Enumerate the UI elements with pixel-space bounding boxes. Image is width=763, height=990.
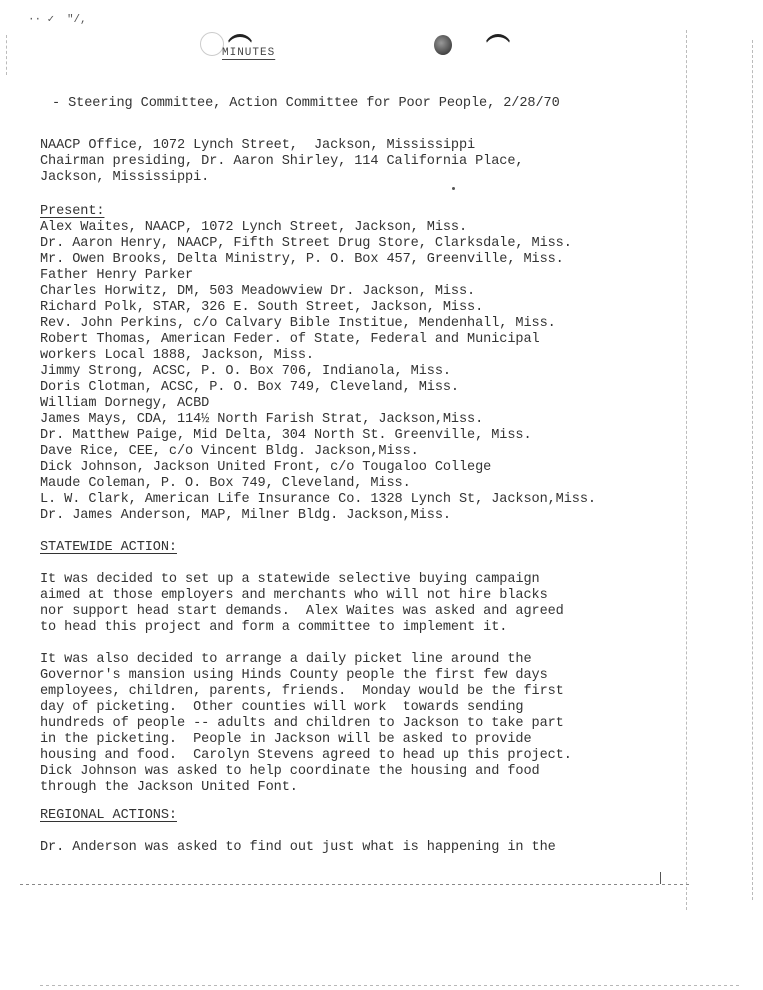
scan-speck	[660, 872, 661, 884]
corner-marks: ·· ✓ ʺ/,	[28, 14, 87, 26]
punch-arc-icon	[484, 34, 512, 63]
attendee-line: James Mays, CDA, 114½ North Farish Strat, Jackson,Miss.	[40, 412, 484, 427]
attendee-line: Robert Thomas, American Feder. of State, Federal and Municipal	[40, 332, 540, 347]
scan-margin-mark	[6, 35, 8, 75]
paragraph-line: through the Jackson United Font.	[40, 780, 298, 795]
paragraph-line: employees, children, parents, friends. Monday would be the first	[40, 684, 564, 699]
meeting-chair-cont: Jackson, Mississippi.	[40, 170, 210, 185]
paragraph-line: It was decided to set up a statewide selective buying campaign	[40, 572, 540, 587]
meeting-subject: - Steering Committee, Action Committee for Poor People, 2/28/70	[52, 96, 560, 111]
paragraph-line: in the picketing. People in Jackson will be asked to provide	[40, 732, 532, 747]
document-title: MINUTES	[222, 47, 276, 59]
attendee-line: Rev. John Perkins, c/o Calvary Bible Institue, Mendenhall, Miss.	[40, 316, 556, 331]
page-bottom-edge	[40, 985, 740, 986]
paragraph-line: housing and food. Carolyn Stevens agreed to head up this project.	[40, 748, 572, 763]
attendee-line: Father Henry Parker	[40, 268, 194, 283]
attendee-line: Jimmy Strong, ACSC, P. O. Box 706, Indianola, Miss.	[40, 364, 451, 379]
attendee-line: Dr. Aaron Henry, NAACP, Fifth Street Drug Store, Clarksdale, Miss.	[40, 236, 572, 251]
paragraph-line: day of picketing. Other counties will work towards sending	[40, 700, 524, 715]
meeting-chair: Chairman presiding, Dr. Aaron Shirley, 114 California Place,	[40, 154, 524, 169]
paragraph-line: aimed at those employers and merchants who will not hire blacks	[40, 588, 548, 603]
attendee-line: Doris Clotman, ACSC, P. O. Box 749, Cleveland, Miss.	[40, 380, 459, 395]
punch-hole-icon	[434, 35, 452, 55]
paragraph-line: hundreds of people -- adults and children to Jackson to take part	[40, 716, 564, 731]
paragraph-line: to head this project and form a committee to implement it.	[40, 620, 508, 635]
paragraph-line: Governor's mansion using Hinds County people the first few days	[40, 668, 548, 683]
paragraph-line: nor support head start demands. Alex Waites was asked and agreed	[40, 604, 564, 619]
attendee-line: Richard Polk, STAR, 326 E. South Street, Jackson, Miss.	[40, 300, 484, 315]
attendee-line: Alex Waites, NAACP, 1072 Lynch Street, Jackson, Miss.	[40, 220, 468, 235]
scan-margin-mark	[686, 30, 688, 910]
attendee-line: Charles Horwitz, DM, 503 Meadowview Dr. Jackson, Miss.	[40, 284, 476, 299]
attendee-line: Dave Rice, CEE, c/o Vincent Bldg. Jackson,Miss.	[40, 444, 419, 459]
present-heading: Present:	[40, 204, 105, 219]
page-fold-line	[20, 884, 690, 885]
paragraph-line: Dr. Anderson was asked to find out just what is happening in the	[40, 840, 556, 855]
attendee-line: Dr. James Anderson, MAP, Milner Bldg. Jackson,Miss.	[40, 508, 451, 523]
scan-margin-mark	[752, 40, 754, 900]
attendee-line: workers Local 1888, Jackson, Miss.	[40, 348, 314, 363]
attendee-line: William Dornegy, ACBD	[40, 396, 210, 411]
paragraph-line: Dick Johnson was asked to help coordinate the housing and food	[40, 764, 540, 779]
meeting-location: NAACP Office, 1072 Lynch Street, Jackson, Mississippi	[40, 138, 476, 153]
attendee-line: Maude Coleman, P. O. Box 749, Cleveland, Miss.	[40, 476, 411, 491]
attendee-line: Mr. Owen Brooks, Delta Ministry, P. O. Box 457, Greenville, Miss.	[40, 252, 564, 267]
paragraph-line: It was also decided to arrange a daily picket line around the	[40, 652, 532, 667]
punch-hole-icon	[200, 32, 224, 56]
statewide-heading: STATEWIDE ACTION:	[40, 540, 177, 555]
attendee-line: Dr. Matthew Paige, Mid Delta, 304 North St. Greenville, Miss.	[40, 428, 532, 443]
attendee-line: Dick Johnson, Jackson United Front, c/o Tougaloo College	[40, 460, 492, 475]
scan-speck	[452, 187, 455, 190]
regional-heading: REGIONAL ACTIONS:	[40, 808, 177, 823]
attendee-line: L. W. Clark, American Life Insurance Co. 1328 Lynch St, Jackson,Miss.	[40, 492, 596, 507]
